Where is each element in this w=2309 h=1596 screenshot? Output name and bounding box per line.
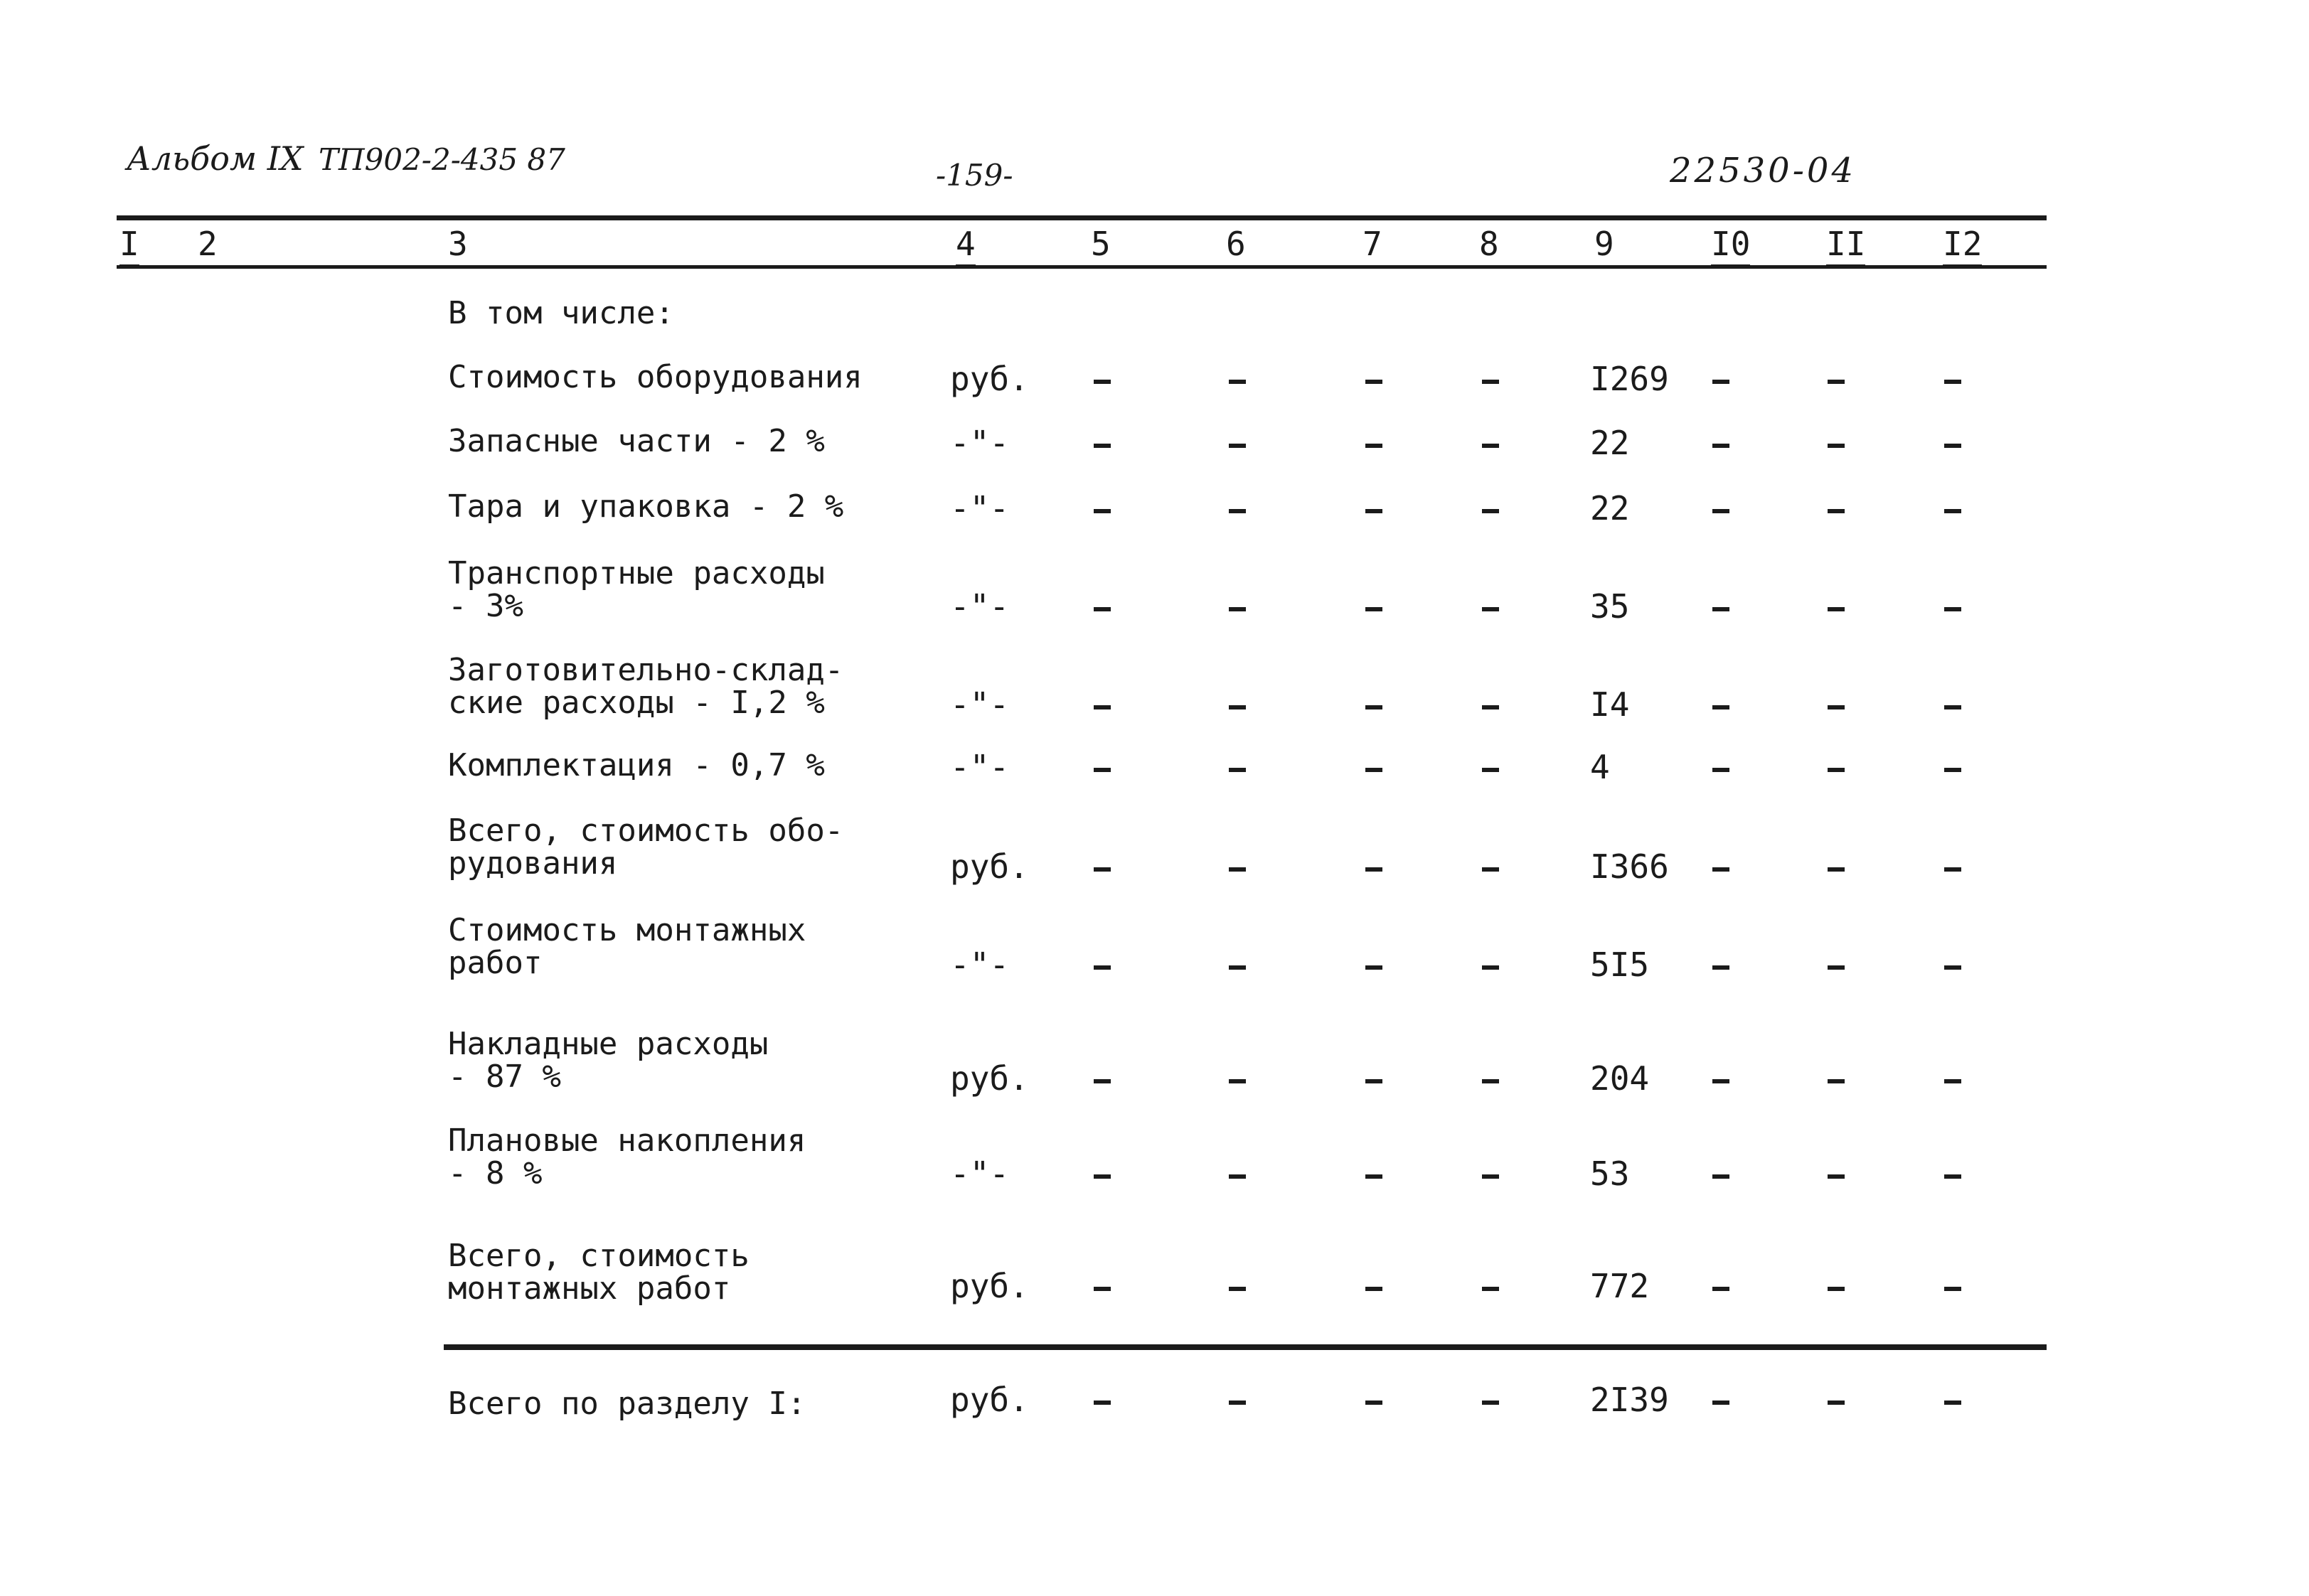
page-number: -159- xyxy=(936,158,1013,193)
row-6-c11-dash xyxy=(1828,768,1845,772)
row-8-unit: -"- xyxy=(950,946,1010,984)
row-5-c7-dash xyxy=(1365,705,1382,709)
row-6-value: 4 xyxy=(1590,748,1610,786)
row-7-c8-dash xyxy=(1482,867,1499,872)
row-11-value: 772 xyxy=(1590,1267,1650,1305)
total-row-c8-dash xyxy=(1482,1400,1499,1405)
row-7-c7-dash xyxy=(1365,867,1382,872)
row-4-value: 35 xyxy=(1590,587,1630,626)
row-9-value: 204 xyxy=(1590,1059,1650,1098)
row-4-c7-dash xyxy=(1365,607,1382,611)
column-number-6: 6 xyxy=(1226,225,1246,263)
row-6-c8-dash xyxy=(1482,768,1499,772)
row-5-c11-dash xyxy=(1828,705,1845,709)
row-2-description: Запасные части - 2 % xyxy=(448,423,825,459)
row-1-c5-dash xyxy=(1094,380,1111,384)
column-number-10: I0 xyxy=(1711,225,1750,267)
row-11-c11-dash xyxy=(1828,1287,1845,1291)
row-4-description: Транспортные расходы - 3% xyxy=(448,555,825,624)
row-5-c8-dash xyxy=(1482,705,1499,709)
column-number-8: 8 xyxy=(1479,225,1499,263)
row-8-c12-dash xyxy=(1944,965,1961,970)
row-9-c10-dash xyxy=(1712,1079,1729,1083)
row-11-c6-dash xyxy=(1229,1287,1246,1291)
row-10-c12-dash xyxy=(1944,1174,1961,1179)
row-4-c10-dash xyxy=(1712,607,1729,611)
total-row-description: Всего по разделу I: xyxy=(448,1386,806,1422)
row-11-unit: руб. xyxy=(950,1267,1029,1305)
row-1-c11-dash xyxy=(1828,380,1845,384)
row-1-c12-dash xyxy=(1944,380,1961,384)
row-1-c8-dash xyxy=(1482,380,1499,384)
row-8-value: 5I5 xyxy=(1590,946,1650,984)
total-row-value: 2I39 xyxy=(1590,1381,1669,1419)
column-number-1: I xyxy=(119,225,139,267)
row-3-c5-dash xyxy=(1094,509,1111,513)
row-6-c10-dash xyxy=(1712,768,1729,772)
row-2-c5-dash xyxy=(1094,444,1111,448)
row-6-description: Комплектация - 0,7 % xyxy=(448,747,825,783)
row-8-c5-dash xyxy=(1094,965,1111,970)
total-row-c7-dash xyxy=(1365,1400,1382,1405)
row-11-c12-dash xyxy=(1944,1287,1961,1291)
row-6-c5-dash xyxy=(1094,768,1111,772)
row-11-c8-dash xyxy=(1482,1287,1499,1291)
row-3-c8-dash xyxy=(1482,509,1499,513)
column-number-2: 2 xyxy=(198,225,218,263)
row-7-unit: руб. xyxy=(950,847,1029,886)
total-row-unit: руб. xyxy=(950,1381,1029,1419)
row-4-c6-dash xyxy=(1229,607,1246,611)
row-10-c11-dash xyxy=(1828,1174,1845,1179)
row-9-c12-dash xyxy=(1944,1079,1961,1083)
row-5-c12-dash xyxy=(1944,705,1961,709)
row-1-description: Стоимость оборудования xyxy=(448,359,863,395)
row-9-c11-dash xyxy=(1828,1079,1845,1083)
row-10-value: 53 xyxy=(1590,1155,1630,1193)
row-1-c6-dash xyxy=(1229,380,1246,384)
column-number-11: II xyxy=(1826,225,1865,267)
row-5-description: Заготовительно-склад- ские расходы - I,2 % xyxy=(448,652,844,721)
row-6-unit: -"- xyxy=(950,748,1010,786)
row-2-value: 22 xyxy=(1590,424,1630,462)
total-row-c10-dash xyxy=(1712,1400,1729,1405)
row-5-value: I4 xyxy=(1590,685,1630,724)
row-6-c7-dash xyxy=(1365,768,1382,772)
row-7-c12-dash xyxy=(1944,867,1961,872)
row-11-c7-dash xyxy=(1365,1287,1382,1291)
row-9-c5-dash xyxy=(1094,1079,1111,1083)
row-2-c10-dash xyxy=(1712,444,1729,448)
row-7-value: I366 xyxy=(1590,847,1669,886)
row-10-description: Плановые накопления - 8 % xyxy=(448,1123,806,1191)
row-3-c12-dash xyxy=(1944,509,1961,513)
row-10-unit: -"- xyxy=(950,1155,1010,1193)
column-number-5: 5 xyxy=(1091,225,1111,263)
total-row-c6-dash xyxy=(1229,1400,1246,1405)
row-9-c6-dash xyxy=(1229,1079,1246,1083)
row-2-c6-dash xyxy=(1229,444,1246,448)
row-3-c7-dash xyxy=(1365,509,1382,513)
row-4-c8-dash xyxy=(1482,607,1499,611)
row-1-c7-dash xyxy=(1365,380,1382,384)
header-rule-bottom xyxy=(117,265,2047,269)
row-6-c12-dash xyxy=(1944,768,1961,772)
header-rule-top xyxy=(117,215,2047,220)
row-2-c7-dash xyxy=(1365,444,1382,448)
row-8-description: Стоимость монтажных работ xyxy=(448,912,806,981)
document-code: 22530-04 xyxy=(1670,151,1856,191)
total-row-c5-dash xyxy=(1094,1400,1111,1405)
row-4-c5-dash xyxy=(1094,607,1111,611)
row-2-c8-dash xyxy=(1482,444,1499,448)
row-5-c5-dash xyxy=(1094,705,1111,709)
row-7-c11-dash xyxy=(1828,867,1845,872)
row-2-unit: -"- xyxy=(950,424,1010,462)
row-11-c10-dash xyxy=(1712,1287,1729,1291)
total-row-c11-dash xyxy=(1828,1400,1845,1405)
row-10-c10-dash xyxy=(1712,1174,1729,1179)
row-9-description: Накладные расходы - 87 % xyxy=(448,1026,769,1095)
row-3-value: 22 xyxy=(1590,489,1630,527)
row-9-c7-dash xyxy=(1365,1079,1382,1083)
row-11-c5-dash xyxy=(1094,1287,1111,1291)
row-9-unit: руб. xyxy=(950,1059,1029,1098)
row-2-c12-dash xyxy=(1944,444,1961,448)
row-5-unit: -"- xyxy=(950,685,1010,724)
column-number-3: 3 xyxy=(448,225,468,263)
row-7-c6-dash xyxy=(1229,867,1246,872)
row-10-c6-dash xyxy=(1229,1174,1246,1179)
row-3-description: Тара и упаковка - 2 % xyxy=(448,488,844,525)
total-row-c12-dash xyxy=(1944,1400,1961,1405)
row-5-c6-dash xyxy=(1229,705,1246,709)
row-7-c10-dash xyxy=(1712,867,1729,872)
row-1-c10-dash xyxy=(1712,380,1729,384)
album-label: Альбом IX xyxy=(127,139,304,178)
column-number-4: 4 xyxy=(956,225,976,267)
column-number-12: I2 xyxy=(1943,225,1982,267)
row-8-c7-dash xyxy=(1365,965,1382,970)
row-7-c5-dash xyxy=(1094,867,1111,872)
row-9-c8-dash xyxy=(1482,1079,1499,1083)
row-8-c11-dash xyxy=(1828,965,1845,970)
row-10-c7-dash xyxy=(1365,1174,1382,1179)
row-3-c6-dash xyxy=(1229,509,1246,513)
row-4-unit: -"- xyxy=(950,587,1010,626)
total-rule xyxy=(444,1344,2047,1350)
row-3-c11-dash xyxy=(1828,509,1845,513)
row-4-c11-dash xyxy=(1828,607,1845,611)
project-number: ТП902-2-435 87 xyxy=(319,142,565,177)
column-number-7: 7 xyxy=(1363,225,1382,263)
row-1-unit: руб. xyxy=(950,360,1029,398)
row-2-c11-dash xyxy=(1828,444,1845,448)
row-1-value: I269 xyxy=(1590,360,1669,398)
row-3-unit: -"- xyxy=(950,489,1010,527)
row-11-description: Всего, стоимость монтажных работ xyxy=(448,1238,750,1307)
row-8-c6-dash xyxy=(1229,965,1246,970)
row-6-c6-dash xyxy=(1229,768,1246,772)
column-number-9: 9 xyxy=(1594,225,1614,263)
row-10-c8-dash xyxy=(1482,1174,1499,1179)
row-8-c8-dash xyxy=(1482,965,1499,970)
row-10-c5-dash xyxy=(1094,1174,1111,1179)
intro-text: В том числе: xyxy=(448,295,674,331)
row-3-c10-dash xyxy=(1712,509,1729,513)
row-8-c10-dash xyxy=(1712,965,1729,970)
row-4-c12-dash xyxy=(1944,607,1961,611)
row-7-description: Всего, стоимость обо- рудования xyxy=(448,813,844,882)
row-5-c10-dash xyxy=(1712,705,1729,709)
